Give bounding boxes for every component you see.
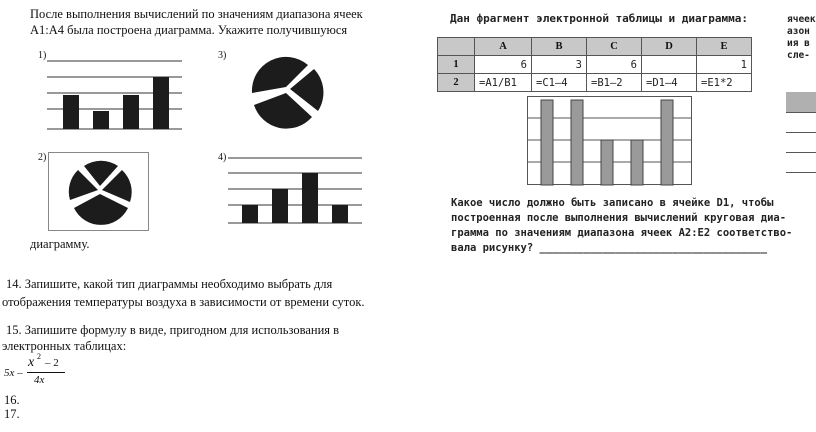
corner-cell [438,38,475,56]
cell-a1: 6 [475,56,532,74]
cell-d2: =D1–4 [642,74,697,92]
col-header-d: D [642,38,697,56]
task-text-line-2: А1:А4 была построена диаграмма. Укажите получившуюся [30,23,348,37]
q16: 16. [4,393,20,407]
bar [302,173,318,223]
option-4-bar-chart[interactable] [228,157,368,229]
right-question-line-3: грамма по значениям диапазона ячеек A2:E2 соответство- [451,227,793,239]
bar [541,100,553,185]
option-2-pie-chart[interactable] [48,152,150,232]
cell-a2: =A1/B1 [475,74,532,92]
formula-numerator-x: x [28,355,35,370]
cell-d1 [642,56,697,74]
option-1-bar-chart[interactable] [47,55,187,137]
bar [123,95,139,129]
task-text-line-1: После выполнения вычислений по значениям диапазона ячеек [30,7,363,21]
bar [571,100,583,185]
formula-exponent: 2 [37,352,41,361]
bar [332,205,348,223]
edge-text-line: азон [787,26,810,37]
row-header: 2 [438,74,475,92]
q17: 17. [4,407,20,421]
sheet-row-2 [438,74,752,92]
formula-denominator: 4x [34,374,45,386]
edge-text-line: ия в [787,38,810,49]
sheet-header-row [438,38,752,56]
edge-table-fragment [786,92,816,172]
col-header-e: E [697,38,752,56]
bar [661,100,673,185]
bar [153,77,169,129]
col-header-b: B [532,38,587,56]
bar [242,205,258,223]
edge-text-line: сле- [787,50,810,61]
bar [631,140,643,185]
q14-line-2: отображения температуры воздуха в зависимости от времени суток. [2,295,365,309]
edge-table-header [786,92,816,113]
spreadsheet-fragment [437,37,752,92]
option-label-1: 1) [38,50,47,61]
cell-b1: 3 [532,56,587,74]
q15-line-2: электронных таблицах: [2,339,127,353]
right-question-line-1: Какое число должно быть записано в ячейке D1, чтобы [451,197,774,209]
spreadsheet-bar-chart[interactable] [527,96,697,188]
col-header-c: C [587,38,642,56]
sheet-row-1 [438,56,752,74]
task-text-end: диаграмму. [30,237,90,251]
cell-c2: =B1–2 [587,74,642,92]
formula-lhs: 5x – [4,367,23,379]
option-label-3: 3) [218,50,227,61]
col-header-a: A [475,38,532,56]
bar [63,95,79,129]
pie-slice [74,194,128,225]
fraction-bar [27,372,65,373]
cell-b2: =C1–4 [532,74,587,92]
edge-table-row [786,153,816,173]
cell-e2: =E1*2 [697,74,752,92]
bar [272,189,288,223]
option-label-4: 4) [218,152,227,163]
right-question-line-2: построенная после выполнения вычислений круговая диа- [451,212,787,224]
bar [93,111,109,129]
bar [601,140,613,185]
edge-table-row [786,133,816,153]
q15-line-1: 15. Запишите формулу в виде, пригодном для использования в [6,323,340,337]
right-question-line-4: вала рисунку? ____________________________________ [451,242,768,254]
row-header: 1 [438,56,475,74]
edge-text [787,14,816,62]
formula-numerator-tail: – 2 [45,357,59,369]
edge-table-row [786,113,816,133]
formula [4,352,84,390]
right-title: Дан фрагмент электронной таблицы и диаграмма: [450,12,749,25]
edge-text-line: ячеек [787,14,816,25]
option-3-pie-chart[interactable] [228,55,348,135]
option-label-2: 2) [38,152,47,163]
cell-c1: 6 [587,56,642,74]
q14-line-1: 14. Запишите, какой тип диаграммы необходимо выбрать для [6,277,333,291]
cell-e1: 1 [697,56,752,74]
